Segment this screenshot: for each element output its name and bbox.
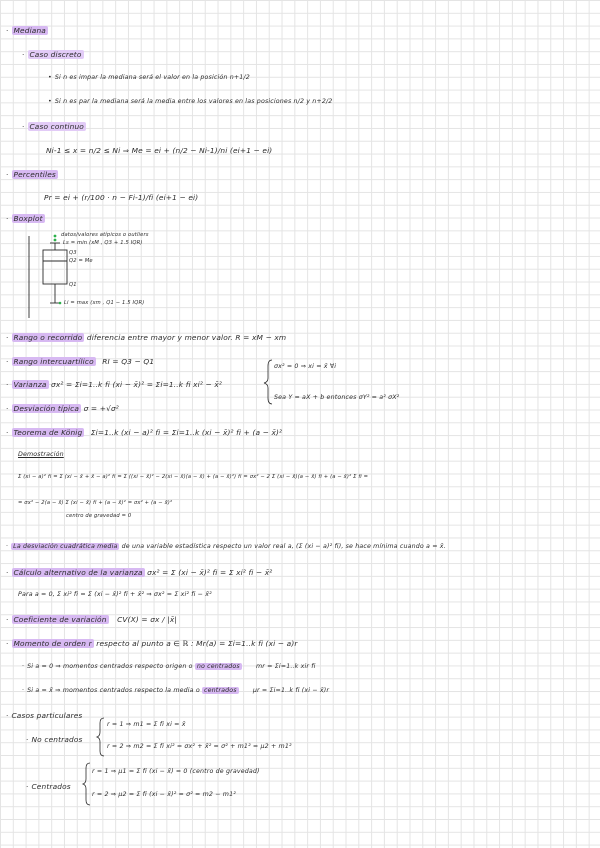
sd-line: · Desviación típica σ = +√σ²: [6, 404, 119, 413]
percentiles-heading: · Percentiles: [6, 170, 56, 179]
variance-line: · Varianza σx² = Σi=1..k fi (xi − x̄)² = Σi=1..k fi xi² − x̄²: [6, 380, 222, 389]
variance-prop-zero: σx² = 0 ⇒ xi = x̄ ∀i: [274, 363, 337, 370]
noncentered-r2: r = 2 ⇒ m2 = Σ fi xi² = σx² + x̄² = σ² + m1² = μ2 + m1²: [107, 743, 292, 750]
demo-line-1: Σ (xi − a)² fi = Σ (xi − x̄ + x̄ − a)² fi = Σ ((xi − x̄)² − 2(xi − x̄)(a − x̄) + (a − x̄)²) fi = σx² − 2 Σ (xi − x̄)(a − x̄) fi + (a − x̄)² Σ fi =: [18, 474, 369, 480]
boxplot-upper-label: Ls = min (xM , Q3 + 1.5 IQR): [63, 240, 143, 246]
centered-r1: r = 1 ⇒ μ1 = Σ fi (xi − x̄) = 0 (centro de gravedad): [92, 768, 260, 775]
caso-discreto-heading: · Caso discreto: [22, 50, 82, 59]
particular-heading: · Casos particulares: [6, 711, 83, 720]
alt-variance-case: Para a = 0, Σ xi² fi = Σ (xi − x̄)² fi + x̄² ⇒ σx² = Σ xi² fi − x̄²: [18, 591, 212, 598]
boxplot-q3-label: Q3: [69, 250, 77, 256]
boxplot-lower-label: Li = max (xm , Q1 − 1.5 IQR): [64, 300, 145, 306]
moments-line: · Momento de orden r respecto al punto a ∈ ℝ : Mr(a) = Σi=1..k fi (xi − a)r: [6, 639, 298, 648]
moments-centered: · Si a = x̄ ⇒ momentos centrados respecto la media o centrados μr = Σi=1..k fi (xi − x̄)r: [22, 687, 330, 694]
moments-noncentered: · Si a = 0 ⇒ momentos centrados respecto origen o no centrados mr = Σi=1..k xir fi: [22, 663, 316, 670]
centered-r2: r = 2 ⇒ μ2 = Σ fi (xi − x̄)² = σ² = m2 − m1²: [92, 791, 236, 798]
cv-line: · Coeficiente de variación CV(X) = σx / |x̄|: [6, 615, 177, 624]
konig-line: · Teorema de König Σi=1..k (xi − a)² fi = Σi=1..k (xi − x̄)² fi + (a − x̄)²: [6, 428, 283, 437]
iqr-line: · Rango intercuartílico RI = Q3 − Q1: [6, 357, 155, 366]
centered-label: · Centrados: [26, 782, 71, 791]
continuous-formula: Ni-1 ≤ x = n/2 ≤ Ni ⇒ Me = ei + (n/2 − Ni-1)/ni (ei+1 − ei): [46, 146, 273, 155]
mediana-heading: · Mediana: [6, 26, 46, 35]
range-line: · Rango o recorrido diferencia entre mayor y menor valor. R = xM − xm: [6, 333, 287, 342]
noncentered-r1: r = 1 ⇒ m1 = Σ fi xi = x̄: [107, 721, 186, 728]
percentiles-formula: Pr = ei + (r/100 · n − Fi-1)/fi (ei+1 − ei): [44, 193, 199, 202]
noncentered-label: · No centrados: [26, 735, 83, 744]
mean-quadratic-line: · La desviación cuadrática media de una variable estadística respecto un valor real a, (Σ (xi − a)² fi), se hace mínima cuando a = x̄.: [6, 543, 446, 550]
even-rule: • Si n es par la mediana será la media entre los valores en las posiciones n/2 y n+2/2: [48, 98, 333, 105]
boxplot-median-label: Q2 = Me: [69, 258, 93, 264]
boxplot-q1-label: Q1: [69, 282, 77, 288]
alt-variance-line: · Cálculo alternativo de la varianza σx² = Σ (xi − x̄)² fi = Σ xi² fi − x̄²: [6, 568, 273, 577]
demo-heading: Demostración: [18, 451, 64, 458]
caso-continuo-heading: · Caso continuo: [22, 122, 84, 131]
demo-line-2: = σx² − 2(a − x̄) Σ (xi − x̄) fi + (a − x̄)² = σx² + (a − x̄)²: [18, 500, 173, 506]
boxplot-heading: · Boxplot: [6, 214, 43, 223]
variance-prop-linear: Sea Y = aX + b entonces σY² = a² σX²: [274, 394, 400, 401]
odd-rule: • Si n es impar la mediana será el valor en la posición n+1/2: [48, 74, 250, 81]
demo-note: centro de gravedad = 0: [66, 513, 132, 519]
boxplot-outliers-label: datos/valores atípicos o outliers: [61, 232, 149, 238]
